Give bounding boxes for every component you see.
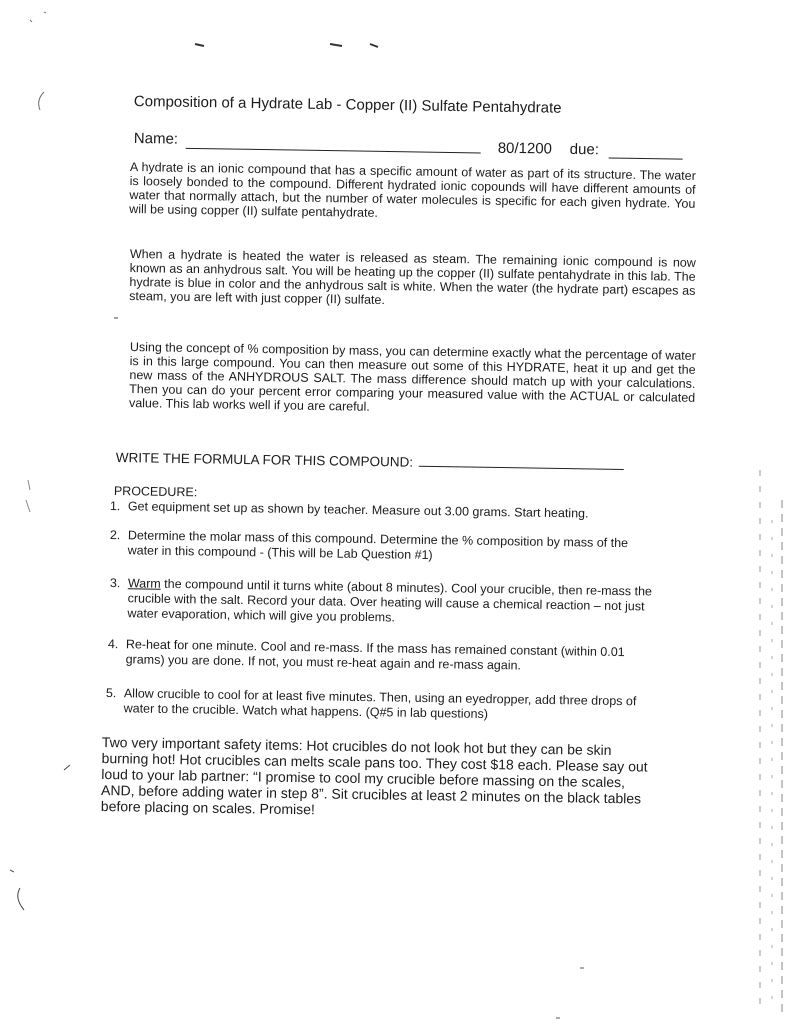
step-text: Get equipment set up as shown by teacher. Measure out 3.00 grams. Start heating.: [127, 499, 589, 521]
name-blank-line: [186, 148, 481, 154]
step-number: 2.: [109, 528, 121, 543]
step-underlined-word: Warm: [127, 576, 161, 591]
step-text: Allow crucible to cool for at least five minutes. Then, using an eyedropper, add three drops of water to the crucible. Watch what happens. (Q#5 in lab questions): [123, 686, 637, 722]
formula-blank-line: [419, 466, 624, 470]
step-text: Re-heat for one minute. Cool and re-mass. If the mass has remained constant (within 0.01 grams) you are done. If not, you must re-heat again and re-mass again.: [125, 637, 625, 673]
step-number: 1.: [109, 499, 121, 514]
formula-prompt-text: WRITE THE FORMULA FOR THIS COMPOUND:: [115, 450, 414, 470]
step-number: 5.: [105, 686, 117, 701]
due-blank-line: [609, 157, 683, 159]
due-label: due:: [569, 140, 600, 159]
points-value: 80/1200: [497, 139, 553, 158]
procedure-heading: PROCEDURE:: [113, 484, 198, 500]
step-number: 3.: [109, 576, 121, 591]
step-text: the compound until it turns white (about 8 minutes). Cool your crucible, then re-mass the crucible with the salt. Record your data. Over heating will cause a chemical reaction – not just water evaporation, which will give you problems.: [127, 576, 653, 625]
name-label: Name:: [133, 130, 179, 148]
step-text: Determine the molar mass of this compound. Determine the % composition by mass of the water in this compound - (This will be Lab Question #1): [127, 528, 629, 563]
intro-paragraph-3: Using the concept of % composition by mass, you can determine exactly what the percentage of water is in this large compound. You can then measure out some of this HYDRATE, heat it up and get the new mass of the ANHYDROUS SALT. The mass difference should match up with your calculations. Then you can do your percent error comparing your measured value with the ACTUAL or calculated value. This lab works well if you are careful.: [128, 340, 696, 414]
safety-paragraph: Two very important safety items: Hot crucibles do not look hot but they can be skin burning hot! Hot crucibles can melts scale pans too. They cost $18 each. Please say out loud to your lab partner: “I promise to cool my crucible before massing on the scales, AND, before adding water in step 8”. Sit crucibles at least 2 minutes on the black tables before placing on scales. Promise!: [100, 734, 648, 818]
intro-paragraph-2: When a hydrate is heated the water is released as steam. The remaining ionic compound is now known as an anhydrous salt. You will be heating up the copper (II) sulfate pentahydrate in this lab. The hydrate is blue in color and the anhydrous salt is white. When the water (the hydrate part) escapes as steam, you are left with just copper (II) sulfate.: [129, 247, 696, 308]
step-text-container: [127, 576, 658, 629]
intro-paragraph-1: A hydrate is an ionic compound that has a specific amount of water as part of its structure. The water is loosely bonded to the compound. Different hydrated ionic copounds will have different amounts of water that normally attach, but the number of water molecules is specific for each given hydrate. You will be using copper (II) sulfate pentahydrate.: [129, 160, 696, 220]
step-number: 4.: [107, 637, 119, 652]
worksheet-title: Composition of a Hydrate Lab - Copper (II) Sulfate Pentahydrate: [133, 93, 562, 117]
